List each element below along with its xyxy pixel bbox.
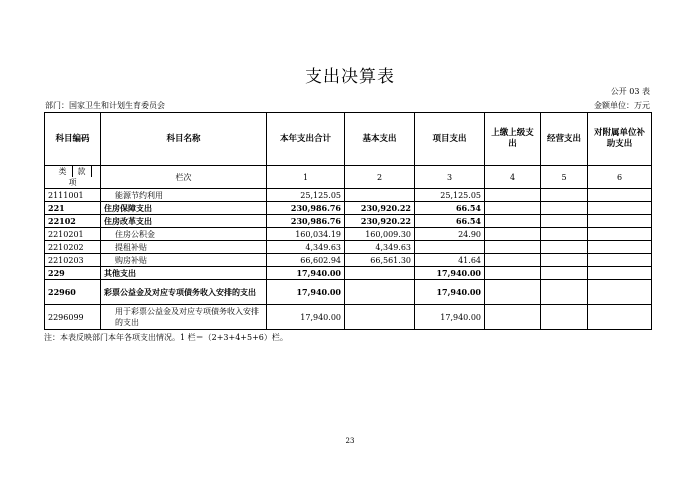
col-number: 5 xyxy=(541,166,588,189)
header-project: 项目支出 xyxy=(415,113,485,166)
row-subsidy xyxy=(588,241,652,254)
row-name: 彩票公益金及对应专项债务收入安排的支出 xyxy=(101,280,267,305)
form-number: 公开 03 表 xyxy=(610,87,650,96)
row-business xyxy=(541,241,588,254)
unit-label: 金额单位：万元 xyxy=(594,101,650,110)
row-name: 住房保障支出 xyxy=(101,202,267,215)
header-upper: 上缴上级支出 xyxy=(485,113,541,166)
row-project: 17,940.00 xyxy=(415,305,485,330)
row-code: 221 xyxy=(45,202,101,215)
row-total: 17,940.00 xyxy=(267,305,345,330)
row-business xyxy=(541,267,588,280)
row-subsidy xyxy=(588,189,652,202)
table-row xyxy=(45,241,652,254)
row-basic xyxy=(345,280,415,305)
table-row xyxy=(45,267,652,280)
row-code: 229 xyxy=(45,267,101,280)
xiang-label: 项 xyxy=(68,178,77,187)
row-project: 66.54 xyxy=(415,202,485,215)
row-name: 其他支出 xyxy=(101,267,267,280)
header-total: 本年支出合计 xyxy=(267,113,345,166)
page-title: 支出决算表 xyxy=(305,67,395,87)
table-row xyxy=(45,189,652,202)
table-row xyxy=(45,228,652,241)
row-upper xyxy=(485,241,541,254)
row-code: 2210201 xyxy=(45,228,101,241)
table-row xyxy=(45,305,652,330)
row-business xyxy=(541,215,588,228)
kuan-label: 款 xyxy=(73,166,92,177)
row-total: 17,940.00 xyxy=(267,280,345,305)
row-name: 住房改革支出 xyxy=(101,215,267,228)
table-row xyxy=(45,254,652,267)
row-project: 66.54 xyxy=(415,215,485,228)
row-total: 4,349.63 xyxy=(267,241,345,254)
row-total: 160,034.19 xyxy=(267,228,345,241)
row-name: 住房公积金 xyxy=(101,228,267,241)
row-name: 购房补贴 xyxy=(101,254,267,267)
row-basic: 230,920.22 xyxy=(345,215,415,228)
row-project: 41.64 xyxy=(415,254,485,267)
row-name: 用于彩票公益金及对应专项债务收入安排的支出 xyxy=(101,305,267,330)
row-project: 17,940.00 xyxy=(415,267,485,280)
row-project: 25,125.05 xyxy=(415,189,485,202)
row-total: 25,125.05 xyxy=(267,189,345,202)
row-code: 2296099 xyxy=(45,305,101,330)
code-subheader xyxy=(45,166,101,189)
row-code: 2210203 xyxy=(45,254,101,267)
row-code: 2210202 xyxy=(45,241,101,254)
row-upper xyxy=(485,267,541,280)
col-number: 1 xyxy=(267,166,345,189)
row-basic: 230,920.22 xyxy=(345,202,415,215)
row-basic: 160,009.30 xyxy=(345,228,415,241)
row-upper xyxy=(485,280,541,305)
col-number: 6 xyxy=(588,166,652,189)
row-upper xyxy=(485,305,541,330)
table-row xyxy=(45,202,652,215)
subheader-row xyxy=(45,166,652,189)
lei-label: 类 xyxy=(54,166,73,177)
row-business xyxy=(541,254,588,267)
row-subsidy xyxy=(588,267,652,280)
row-project: 17,940.00 xyxy=(415,280,485,305)
col-number: 4 xyxy=(485,166,541,189)
row-total: 230,986.76 xyxy=(267,215,345,228)
row-subsidy xyxy=(588,228,652,241)
row-name: 能源节约利用 xyxy=(101,189,267,202)
row-business xyxy=(541,305,588,330)
table-note: 注：本表反映部门本年各项支出情况。1 栏＝（2+3+4+5+6）栏。 xyxy=(44,333,288,342)
row-business xyxy=(541,202,588,215)
row-subsidy xyxy=(588,280,652,305)
page-number: 23 xyxy=(345,437,355,445)
row-upper xyxy=(485,254,541,267)
table-row xyxy=(45,280,652,305)
row-code: 22960 xyxy=(45,280,101,305)
row-subsidy xyxy=(588,202,652,215)
row-basic: 66,561.30 xyxy=(345,254,415,267)
row-total: 66,602.94 xyxy=(267,254,345,267)
row-business xyxy=(541,189,588,202)
row-basic: 4,349.63 xyxy=(345,241,415,254)
row-subsidy xyxy=(588,215,652,228)
row-code: 2111001 xyxy=(45,189,101,202)
row-name: 提租补贴 xyxy=(101,241,267,254)
row-basic xyxy=(345,267,415,280)
row-upper xyxy=(485,228,541,241)
col-number: 3 xyxy=(415,166,485,189)
row-project: 24.90 xyxy=(415,228,485,241)
row-project xyxy=(415,241,485,254)
row-business xyxy=(541,228,588,241)
expenditure-table xyxy=(44,112,652,330)
row-business xyxy=(541,280,588,305)
row-subsidy xyxy=(588,305,652,330)
row-subsidy xyxy=(588,254,652,267)
col-number: 2 xyxy=(345,166,415,189)
row-total: 230,986.76 xyxy=(267,202,345,215)
header-business: 经营支出 xyxy=(541,113,588,166)
header-name: 科目名称 xyxy=(101,113,267,166)
row-code: 22102 xyxy=(45,215,101,228)
row-upper xyxy=(485,215,541,228)
row-basic xyxy=(345,305,415,330)
table-row xyxy=(45,215,652,228)
row-basic xyxy=(345,189,415,202)
row-upper xyxy=(485,189,541,202)
row-upper xyxy=(485,202,541,215)
header-code: 科目编码 xyxy=(45,113,101,166)
lanci-label: 栏次 xyxy=(101,166,267,189)
header-subsidy: 对附属单位补助支出 xyxy=(588,113,652,166)
department-label: 部门：国家卫生和计划生育委员会 xyxy=(45,101,165,110)
row-total: 17,940.00 xyxy=(267,267,345,280)
header-basic: 基本支出 xyxy=(345,113,415,166)
